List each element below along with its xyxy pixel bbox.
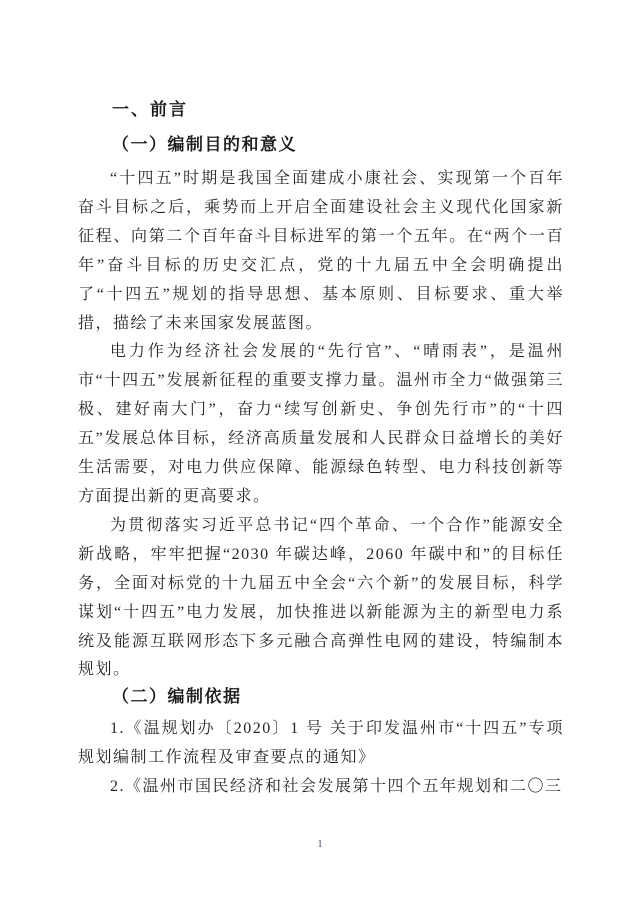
paragraph-1: “十四五”时期是我国全面建成小康社会、实现第一个百年奋斗目标之后，乘势而上开启全面建设社会主义现代化国家新征程、向第二个百年奋斗目标进军的第一个五年。在“两个一百年”奋斗目标的历史交汇点，党的十九届五中全会明确提出了“十四五”规划的指导思想、基本原则、目标要求、重大举措，描绘了未来国家发展蓝图。 [78, 170, 564, 332]
paragraph-2: 电力作为经济社会发展的“先行官”、“晴雨表”，是温州市“十四五”发展新征程的重要支撑力量。温州市全力“做强第三极、建好南大门”，奋力“续写创新史、争创先行市”的“十四五”发展总体目标，经济高质量发展和人民群众日益增长的美好生活需要，对电力供应保障、能源绿色转型、电力科技创新等方面提出新的更高要求。 [78, 343, 564, 505]
page-number: 1 [317, 838, 323, 850]
reference-item-1: 1.《温规划办〔2020〕1 号 关于印发温州市“十四五”专项规划编制工作流程及审查要点的通知》 [78, 720, 564, 767]
paragraph-3: 为贯彻落实习近平总书记“四个革命、一个合作”能源安全新战略，牢牢把握“2030 年碳达峰，2060 年碳中和”的目标任务，全面对标党的十九届五中全会“六个新”的发展目标，科学谋划“十四五”电力发展，加快推进以新能源为主的新型电力系统及能源互联网形态下多元融合高弹性电网的建设，特编制本规划。 [78, 516, 564, 679]
subsection-heading-purpose: （一）编制目的和意义 [112, 135, 297, 154]
reference-item-2: 2.《温州市国民经济和社会发展第十四个五年规划和二〇三 [110, 778, 563, 796]
section-heading-foreword: 一、前言 [112, 100, 188, 119]
document-content [78, 100, 564, 802]
subsection-heading-basis: （二）编制依据 [112, 687, 242, 707]
